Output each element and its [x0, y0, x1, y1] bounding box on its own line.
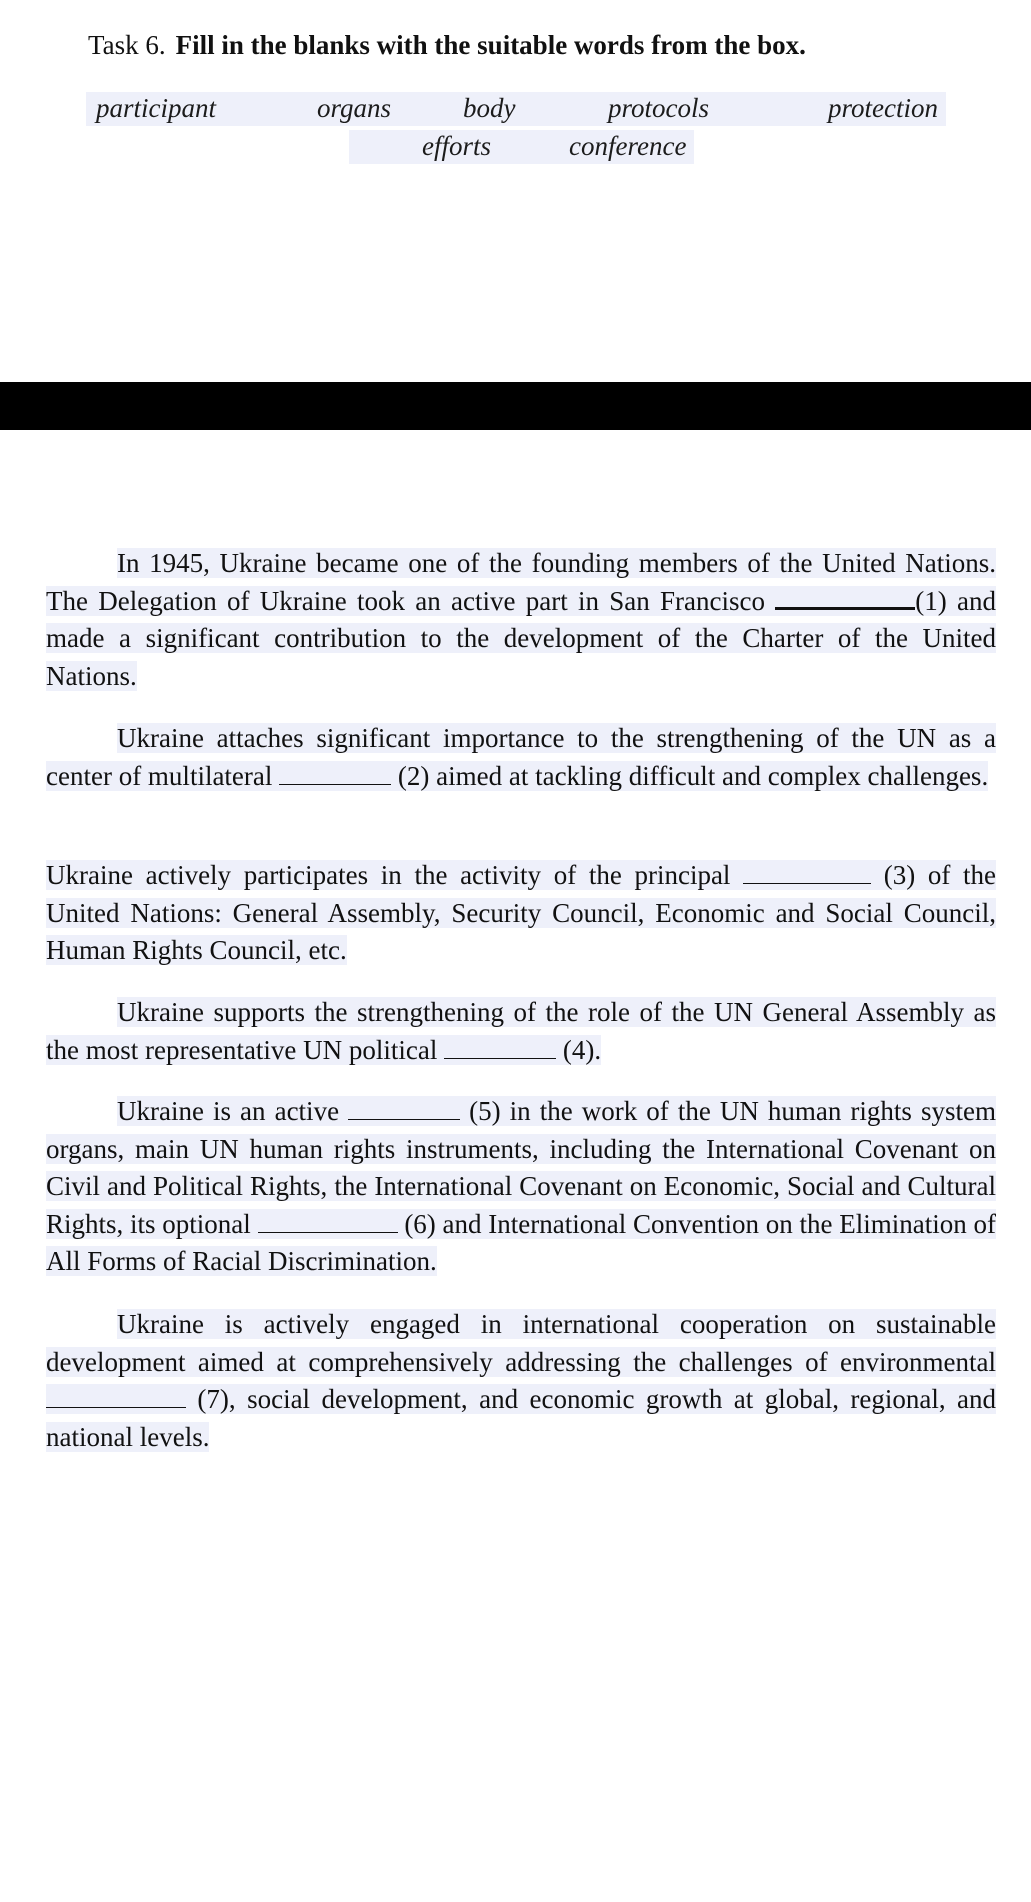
blank-marker: (2): [397, 760, 430, 791]
word-option: body: [463, 93, 516, 123]
redaction-bar: [0, 382, 1031, 430]
paragraph-2: [46, 720, 996, 795]
blank-1: [775, 583, 915, 610]
paragraph-text: Ukraine attaches significant importance to the strengthening of the UN as a center of multilateral: [46, 723, 996, 791]
paragraph-text: and International Convention on the Elimination of All Forms of Racial Discrimination.: [46, 1208, 996, 1277]
blank-marker: (5): [469, 1096, 501, 1126]
word-option: conference: [569, 131, 687, 161]
blank-marker: (3): [883, 860, 916, 890]
paragraph-text: Ukraine supports the strengthening of the role of the UN General Assembly as the most representative UN political: [46, 997, 996, 1065]
paragraph-text: of the United Nations: General Assembly, Security Council, Economic and Social Council, Human Rights Council, etc.: [46, 860, 997, 966]
paragraph-text: Ukraine actively participates in the activity of the principal: [46, 860, 744, 890]
blank-7: [46, 1383, 186, 1408]
paragraph-text: Ukraine is an active: [117, 1096, 349, 1126]
task-instruction: Fill in the blanks with the suitable words from the box.: [175, 30, 806, 60]
blank-marker: (1): [915, 585, 947, 616]
paragraph-text: and made a significant contribution to the development of the Charter of the United Nations.: [46, 585, 996, 691]
blank-5: [348, 1095, 460, 1120]
paragraph-5: [46, 1093, 996, 1281]
word-option: organs: [317, 93, 392, 123]
blank-marker: (4).: [562, 1034, 602, 1065]
paragraph-6: [46, 1306, 996, 1456]
blank-6: [258, 1208, 398, 1233]
blank-marker: (7),: [197, 1384, 236, 1415]
paragraph-4: [46, 994, 996, 1069]
paragraph-1: [46, 545, 996, 695]
paragraph-text: aimed at tackling difficult and complex challenges.: [429, 760, 989, 791]
blank-marker: (6): [404, 1208, 436, 1239]
word-option: protection: [828, 93, 938, 123]
word-box: [0, 0, 1031, 180]
blank-3: [743, 859, 871, 884]
blank-2: [279, 760, 391, 785]
blank-4: [444, 1034, 556, 1059]
paragraph-3: [46, 857, 996, 970]
paragraph-text: social development, and economic growth at global, regional, and national levels.: [46, 1384, 996, 1452]
word-option: protocols: [608, 93, 709, 123]
task-number: Task 6.: [88, 30, 166, 60]
paragraph-text: in the work of the UN human rights system organs, main UN human rights instruments, including the International Covenant on Civil and Political Rights, the International Covenant on Economic, Social and Cultural Rights, its optional: [46, 1096, 996, 1239]
word-option: participant: [96, 93, 216, 123]
paragraph-text: In 1945, Ukraine became one of the founding members of the United Nations. The Delegation of Ukraine took an active part in San Francisco: [46, 548, 996, 616]
paragraph-text: Ukraine is actively engaged in international cooperation on sustainable development aimed at comprehensively addressing the challenges of environmental: [46, 1309, 996, 1377]
word-option: efforts: [422, 131, 492, 161]
